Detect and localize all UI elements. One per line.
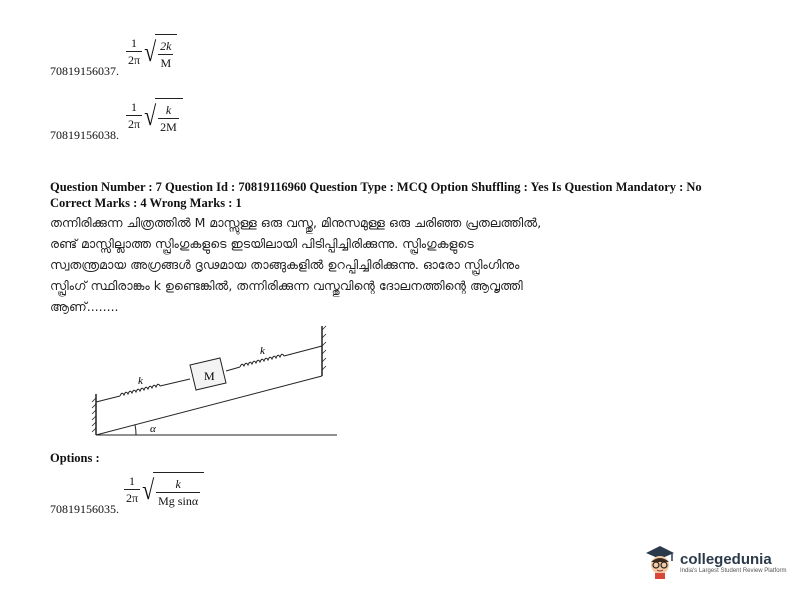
option-id: 70819156037. [50, 64, 119, 78]
left-spring-lead-2 [160, 379, 190, 386]
question-text-line: തന്നിരിക്കുന്ന ചിത്രത്തിൽ M മാസ്സുള്ള ഒരു വസ്തു, മിനുസമുള്ള ഒരു ചരിഞ്ഞ പ്രതലത്തിൽ, [50, 215, 542, 230]
radical-sign: √ [144, 35, 157, 67]
option-formula-70819156038: $\frac{1}{2\pi}$ √ $\frac{k}{2M}$ [126, 98, 183, 133]
mass-label: M [204, 369, 215, 383]
left-spring-lead [96, 396, 120, 402]
radical-sign: √ [142, 473, 155, 505]
right-spring-lead-2 [284, 346, 322, 356]
question-text-line: ആണ്........ [50, 299, 119, 314]
spring-label-right: k [260, 345, 265, 357]
radical-sign: √ [144, 99, 157, 131]
right-spring-lead [226, 367, 240, 371]
question-text [50, 212, 541, 317]
option-id: 70819156038. [50, 128, 119, 142]
angle-arc [135, 425, 136, 435]
collegedunia-logo [644, 544, 787, 580]
logo-name: collegedunia [680, 550, 772, 568]
spring-label-left: k [138, 375, 143, 387]
option-id: 70819156035. [50, 502, 119, 516]
question-text-line: സ്പ്രിംഗ് സ്ഥിരാങ്കം k ഉണ്ടെങ്കിൽ, തന്നിരിക്കുന്ന വസ്തുവിന്റെ ദോലനത്തിന്റെ ആവൃത്തി [50, 278, 523, 293]
option-formula-70819156037: $\frac{1}{2\pi}$ √ $\frac{2k}{M}$ [126, 34, 177, 69]
inclined-plane-figure [80, 318, 350, 442]
student-mascot-icon [644, 544, 676, 580]
option-formula-70819156035: $\frac{1}{2\pi}$ √ $\frac{k}{\text{Mg sinα}}$ [124, 472, 204, 507]
angle-label: α [150, 423, 156, 435]
options-label: Options : [50, 451, 100, 465]
question-meta-line: Question Number : 7 Question Id : 70819116960 Question Type : MCQ Option Shuffling : Yes Is Question Mandatory : No [50, 180, 702, 194]
question-marks-line: Correct Marks : 4 Wrong Marks : 1 [50, 196, 242, 210]
question-text-line: സ്വതന്ത്രമായ അഗ്രങ്ങൾ ദൃഢമായ താങ്ങുകളിൽ ഉറപ്പിച്ചിരിക്കുന്നു. ഓരോ സ്പ്രിംഗിനും [50, 257, 520, 272]
question-text-line: രണ്ട് മാസ്സില്ലാത്ത സ്പ്രിംഗുകളുടെ ഇടയിലായി പിടിപ്പിച്ചിരിക്കുന്നു. സ്പ്രിംഗുകളുടെ [50, 236, 474, 251]
question-header [50, 179, 702, 211]
logo-tagline: India's Largest Student Review Platform [680, 567, 787, 574]
